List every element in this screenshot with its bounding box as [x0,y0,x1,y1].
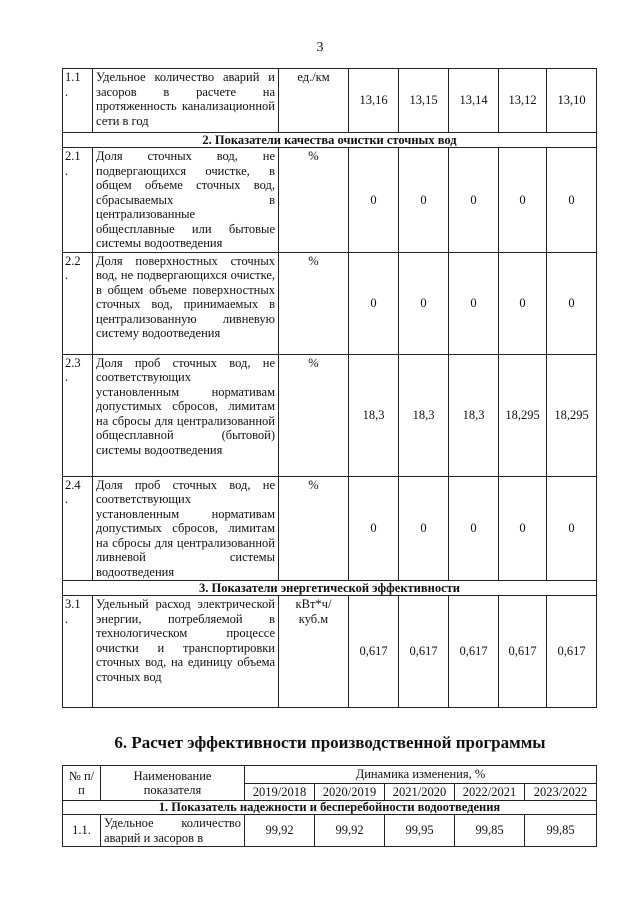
row-unit: кВт*ч/ куб.м [279,596,349,708]
value-cell: 99,92 [315,815,385,847]
value-cell: 0 [399,252,449,354]
row-unit: % [279,354,349,476]
row-num-value: 2.2 [65,253,81,268]
row-name: Удельное количество аварий и засоров в расчете на протяженность канализационной сети в год [93,69,279,133]
period-cell: 2023/2022 [525,783,597,801]
period-cell: 2021/2020 [385,783,455,801]
value-cell: 99,95 [385,815,455,847]
value-cell: 99,92 [245,815,315,847]
value-cell: 18,3 [399,354,449,476]
row-num-value: 2.3 [65,355,81,370]
row-name: Доля проб сточных вод, не соответствующих установленным нормативам допустимых сбросов, лимитам на сбросы для централизованной ливневой системы водоотведения [93,476,279,581]
row-name: Удельное количество аварий и засоров в [101,815,245,847]
value-cell: 0 [499,476,547,581]
period-cell: 2020/2019 [315,783,385,801]
row-num-dot: . [65,163,69,178]
period-cell: 2022/2021 [455,783,525,801]
value-cell: 0 [449,148,499,253]
row-num [63,476,93,581]
value-cell: 18,3 [349,354,399,476]
value-cell: 13,10 [547,69,597,133]
row-unit: % [279,476,349,581]
row-num-value: 3.1 [65,597,81,611]
row-num-value: 2.4 [65,477,81,492]
row-num [63,148,93,253]
period-cell: 2019/2018 [245,783,315,801]
table-row [63,354,597,476]
value-cell: 0 [449,476,499,581]
header-name: Наименование показателя [101,766,245,801]
table-header-row [63,766,597,784]
value-cell: 0 [547,476,597,581]
value-cell: 0 [449,252,499,354]
value-cell: 0 [547,252,597,354]
row-num [63,69,93,133]
value-cell: 18,3 [449,354,499,476]
row-unit: ед./км [279,69,349,133]
section-row [63,801,597,815]
value-cell: 0 [349,148,399,253]
row-num-dot: . [65,492,69,506]
row-num: 1.1. [63,815,101,847]
value-cell: 0 [349,476,399,581]
value-cell: 0 [547,148,597,253]
row-num-dot: . [65,84,69,99]
table-row [63,476,597,581]
section-heading: 3. Показатели энергетической эффективности [63,581,597,596]
row-num-dot: . [65,611,69,626]
row-num [63,596,93,708]
efficiency-table [62,765,597,847]
value-cell: 0 [499,148,547,253]
value-cell: 0,617 [499,596,547,708]
table-row [63,252,597,354]
section-heading: 2. Показатели качества очистки сточных вод [63,133,597,148]
section-row [63,581,597,596]
table-row [63,596,597,708]
value-cell: 0 [399,476,449,581]
table-row [63,69,597,133]
row-name: Доля поверхностных сточных вод, не подвергающихся очистке, в общем объеме поверхностных сточных вод, принимаемых в централизованную ливневую систему водоотведения [93,252,279,354]
table-row [63,148,597,253]
value-cell: 0,617 [349,596,399,708]
value-cell: 0,617 [547,596,597,708]
row-num-dot: . [65,268,69,282]
table-row [63,815,597,847]
value-cell: 13,14 [449,69,499,133]
value-cell: 0 [349,252,399,354]
value-cell: 0,617 [399,596,449,708]
page-number: 3 [316,40,324,55]
row-unit: % [279,252,349,354]
row-unit: % [279,148,349,253]
value-cell: 18,295 [547,354,597,476]
header-dynamics: Динамика изменения, % [245,766,597,784]
row-name: Доля проб сточных вод, не соответствующих установленным нормативам допустимых сбросов, лимитам на сбросы для централизованной общесплавной (бытовой) системы водоотведения [93,354,279,476]
row-name: Удельный расход электрической энергии, потребляемой в технологическом процессе очистки и транспортировки сточных вод, на единицу объема сточных вод [93,596,279,708]
section-title: 6. Расчет эффективности производственной программы [114,733,546,752]
row-num-dot: . [65,370,69,384]
row-num [63,354,93,476]
value-cell: 99,85 [525,815,597,847]
value-cell: 99,85 [455,815,525,847]
section-heading: 1. Показатель надежности и бесперебойности водоотведения [63,801,597,815]
row-num [63,252,93,354]
value-cell: 13,16 [349,69,399,133]
section-row [63,133,597,148]
value-cell: 0,617 [449,596,499,708]
row-name: Доля сточных вод, не подвергающихся очистке, в общем объеме сточных вод, сбрасываемых в централизованные общесплавные или бытовые системы водоотведения [93,148,279,253]
header-num: № п/п [63,766,101,801]
row-num-value: 1.1 [65,70,81,84]
value-cell: 13,15 [399,69,449,133]
indicators-table [62,68,597,708]
row-num-value: 2.1 [65,149,81,163]
value-cell: 13,12 [499,69,547,133]
value-cell: 0 [499,252,547,354]
value-cell: 18,295 [499,354,547,476]
value-cell: 0 [399,148,449,253]
